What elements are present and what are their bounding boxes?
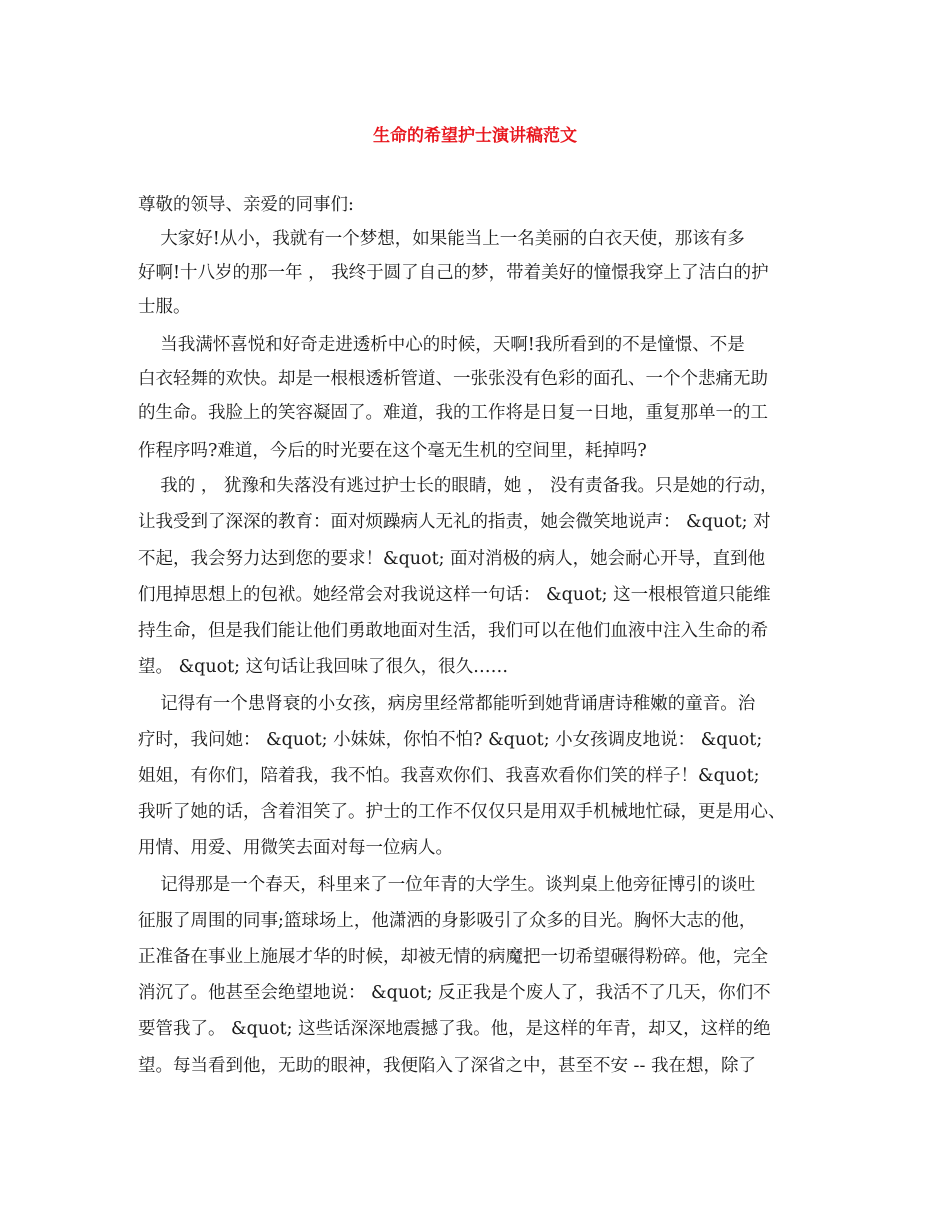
text-line: 姐姐，有你们，陪着我，我不怕。我喜欢你们、我喜欢看你们笑的样子！&quot; [138,766,760,786]
text-line: 大家好!从小，我就有一个梦想，如果能当上一名美丽的白衣天使，那该有多 [138,229,745,249]
text-line: 消沉了。他甚至会绝望地说： &quot; 反正我是个废人了，我活不了几天，你们不 [138,983,771,1003]
text-line: 用情、用爱、用微笑去面对每一位病人。 [138,838,453,858]
text-line: 好啊!十八岁的那一年 ， 我终于圆了自己的梦，带着美好的憧憬我穿上了洁白的护 [138,263,769,283]
text-line: 望。每当看到他，无助的眼神，我便陷入了深省之中，甚至不安 -- 我在想，除了 [138,1056,756,1076]
text-line: 要管我了。 &quot; 这些话深深地震撼了我。他，是这样的年青，却又，这样的绝 [138,1019,771,1039]
text-line: 我听了她的话，含着泪笑了。护士的工作不仅仅只是用双手机械地忙碌，更是用心、 [138,802,786,822]
text-line: 疗时，我问她： &quot; 小妹妹，你怕不怕? &quot; 小女孩调皮地说： &quot; [138,730,763,750]
text-line: 持生命，但是我们能让他们勇敢地面对生活，我们可以在他们血液中注入生命的希 [138,621,768,641]
text-line: 望。 &quot; 这句话让我回味了很久，很久…… [138,657,509,677]
text-line: 士服。 [138,297,191,317]
text-line: 作程序吗?难道，今后的时光要在这个毫无生机的空间里，耗掉吗? [138,441,647,461]
text-line: 记得有一个患肾衰的小女孩，病房里经常都能听到她背诵唐诗稚嫩的童音。治 [138,694,756,714]
text-line: 正准备在事业上施展才华的时候，却被无情的病魔把一切希望碾得粉碎。他，完全 [138,947,768,967]
text-line: 不起，我会努力达到您的要求！&quot; 面对消极的病人，她会耐心开导，直到他 [138,549,766,569]
document-title: 生命的希望护士演讲稿范文 [373,126,577,146]
text-line: 当我满怀喜悦和好奇走进透析中心的时候，天啊!我所看到的不是憧憬、不是 [138,335,745,355]
text-line: 的生命。我脸上的笑容凝固了。难道，我的工作将是日复一日地，重复那单一的工 [138,403,768,423]
text-line: 让我受到了深深的教育：面对烦躁病人无礼的指责，她会微笑地说声： &quot; 对 [138,512,771,532]
text-line: 白衣轻舞的欢快。却是一根根透析管道、一张张没有色彩的面孔、一个个悲痛无助 [138,369,768,389]
greeting-line: 尊敬的领导、亲爱的同事们: [138,195,354,215]
text-line: 我的 ， 犹豫和失落没有逃过护士长的眼睛，她 ， 没有责备我。只是她的行动， [138,476,778,496]
text-line: 记得那是一个春天，科里来了一位年青的大学生。谈判桌上他旁征博引的谈吐 [138,875,756,895]
text-line: 征服了周围的同事;篮球场上，他潇洒的身影吸引了众多的目光。胸怀大志的他， [138,911,757,931]
text-line: 们甩掉思想上的包袱。她经常会对我说这样一句话： &quot; 这一根根管道只能维 [138,585,771,605]
